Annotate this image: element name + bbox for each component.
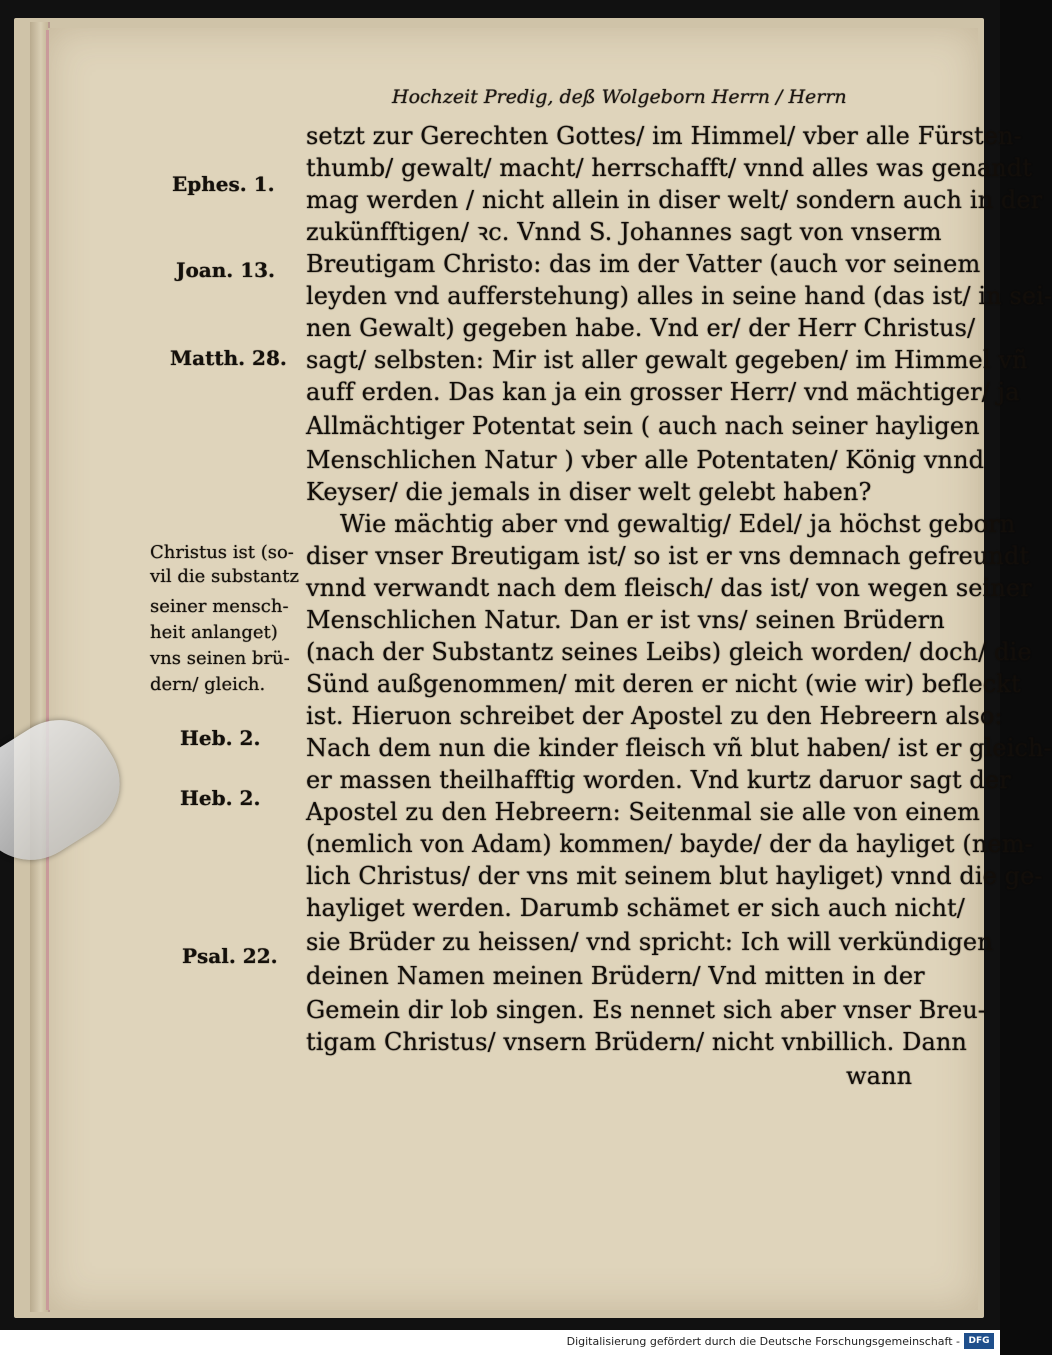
text-line: Menschlichen Natur ) vber alle Potentaten/ König vnnd xyxy=(306,446,985,474)
text-line: mag werden / nicht allein in diser welt/ sondern auch in der xyxy=(306,186,1043,214)
text-line: hayliget werden. Darumb schämet er sich auch nicht/ xyxy=(306,894,965,922)
running-header: Hochzeit Predig, deß Wolgeborn Herrn / Herrn xyxy=(392,86,847,108)
margin-note-line: seiner mensch- xyxy=(150,596,289,617)
page-margin-line xyxy=(46,30,49,1310)
text-line: sagt/ selbsten: Mir ist aller gewalt gegeben/ im Himmel vñ xyxy=(306,346,1028,374)
text-line: setzt zur Gerechten Gottes/ im Himmel/ vber alle Fürsten- xyxy=(306,122,1022,150)
text-line: leyden vnd aufferstehung) alles in seine hand (das ist/ in sei- xyxy=(306,282,1052,310)
margin-ref-ephes: Ephes. 1. xyxy=(172,172,275,196)
margin-ref-matth: Matth. 28. xyxy=(170,346,287,370)
text-line: Gemein dir lob singen. Es nennet sich aber vnser Breu- xyxy=(306,996,987,1024)
dfg-logo-icon: DFG xyxy=(964,1333,994,1349)
text-line: Keyser/ die jemals in diser welt gelebt haben? xyxy=(306,478,872,506)
text-line: diser vnser Breutigam ist/ so ist er vns demnach gefreundt xyxy=(306,542,1030,570)
text-line: er massen theilhafftig worden. Vnd kurtz daruor sagt der xyxy=(306,766,1011,794)
text-line: Breutigam Christo: das im der Vatter (auch vor seinem xyxy=(306,250,981,278)
margin-note-line: vns seinen brü- xyxy=(150,648,290,669)
text-line: vnnd verwandt nach dem fleisch/ das ist/ von wegen seiner xyxy=(306,574,1032,602)
margin-ref-psal: Psal. 22. xyxy=(182,944,278,968)
text-line: Apostel zu den Hebreern: Seitenmal sie alle von einem xyxy=(306,798,981,826)
text-line: (nemlich von Adam) kommen/ bayde/ der da hayliget (nem- xyxy=(306,830,1033,858)
margin-note-line: Christus ist (so- xyxy=(150,542,294,563)
text-line: tigam Christus/ vnsern Brüdern/ nicht vnbillich. Dann xyxy=(306,1028,967,1056)
text-line: auff erden. Das kan ja ein grosser Herr/ vnd mächtiger/ ja xyxy=(306,378,1020,406)
text-line: zukünfftigen/ ꝛc. Vnnd S. Johannes sagt von vnserm xyxy=(306,218,942,246)
text-line: Nach dem nun die kinder fleisch vñ blut haben/ ist er gleich- xyxy=(306,734,1052,762)
text-line: Menschlichen Natur. Dan er ist vns/ seinen Brüdern xyxy=(306,606,945,634)
text-line: Allmächtiger Potentat sein ( auch nach seiner hayligen xyxy=(306,412,980,440)
margin-ref-heb-2: Heb. 2. xyxy=(180,786,261,810)
footer-credit: Digitalisierung gefördert durch die Deutsche Forschungsgemeinschaft - xyxy=(566,1335,960,1348)
text-line: nen Gewalt) gegeben habe. Vnd er/ der Herr Christus/ xyxy=(306,314,976,342)
text-line: sie Brüder zu heissen/ vnd spricht: Ich will verkündigen xyxy=(306,928,993,956)
text-line: thumb/ gewalt/ macht/ herrschafft/ vnnd alles was genandt xyxy=(306,154,1032,182)
text-line: Sünd außgenommen/ mit deren er nicht (wie wir) befleckt xyxy=(306,670,1021,698)
catchword: wann xyxy=(846,1062,913,1090)
text-line: ist. Hieruon schreibet der Apostel zu den Hebreern also: xyxy=(306,702,1003,730)
margin-ref-heb-1: Heb. 2. xyxy=(180,726,261,750)
text-line: deinen Namen meinen Brüdern/ Vnd mitten in der xyxy=(306,962,925,990)
text-line: (nach der Substantz seines Leibs) gleich worden/ doch/ die xyxy=(306,638,1032,666)
margin-note-line: vil die substantz xyxy=(150,566,299,587)
margin-note-line: dern/ gleich. xyxy=(150,674,266,695)
margin-ref-joan: Joan. 13. xyxy=(176,258,276,282)
text-line: Wie mächtig aber vnd gewaltig/ Edel/ ja höchst geborn xyxy=(340,510,1016,538)
text-line: lich Christus/ der vns mit seinem blut hayliget) vnnd die ge- xyxy=(306,862,1043,890)
margin-note-line: heit anlanget) xyxy=(150,622,278,643)
